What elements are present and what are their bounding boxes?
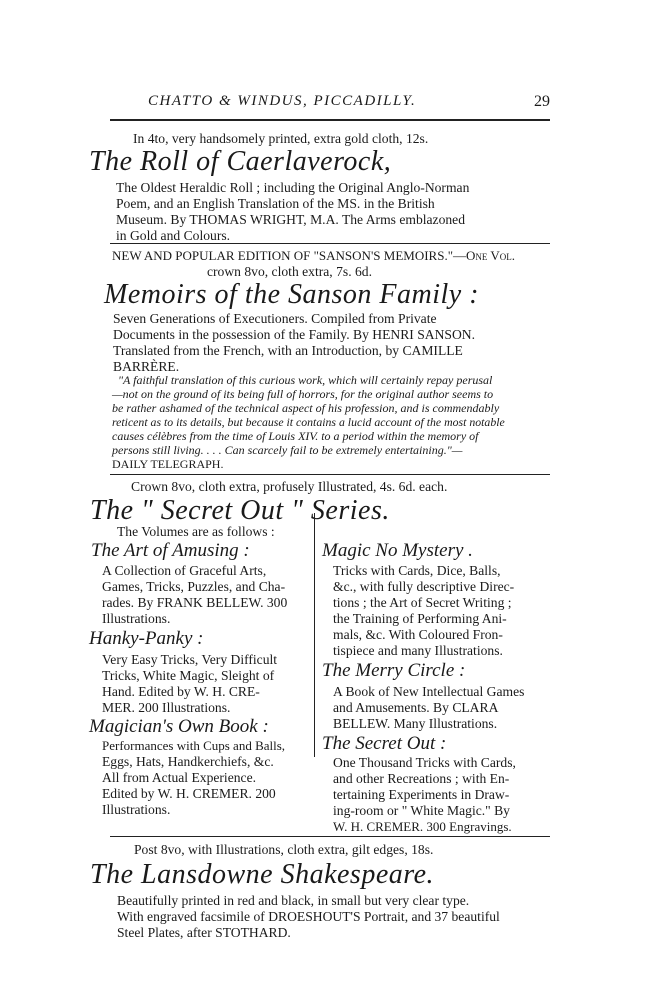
book-description-line: BELLEW. Many Illustrations. [333, 716, 498, 731]
book-description-line: Illustrations. [102, 611, 171, 626]
book-description-line: tispiece and many Illustrations. [333, 643, 503, 658]
page-number: 29 [534, 93, 550, 110]
secret-out-intro: The Volumes are as follows : [117, 524, 275, 539]
sanson-quote-line: be rather ashamed of the technical aspect of his profession, and is commendably [112, 401, 500, 415]
book-title-art-of-amusing: The Art of Amusing : [91, 540, 250, 561]
header-rule [110, 119, 550, 121]
sanson-quote-line: reticent as to its details, but because it contains a lucid account of the most notable [112, 415, 505, 429]
column-divider [314, 513, 315, 757]
book-description-line: Edited by W. H. CREMER. 200 [102, 786, 276, 801]
lansdowne-line: With engraved facsimile of DROESHOUT'S Portrait, and 37 beautiful [117, 909, 500, 924]
book-title-merry-circle: The Merry Circle : [322, 660, 466, 681]
lansdowne-line: Beautifully printed in red and black, in small but very clear type. [117, 893, 470, 908]
book-title-magicians-own-book: Magician's Own Book : [89, 716, 269, 737]
book-description-line: Illustrations. [102, 802, 171, 817]
caerlaverock-format-line: In 4to, very handsomely printed, extra gold cloth, 12s. [133, 131, 429, 146]
book-description-line: A Collection of Graceful Arts, [102, 563, 267, 578]
book-description-line: Games, Tricks, Puzzles, and Cha- [102, 579, 286, 594]
sanson-quote-line: "A faithful translation of this curious work, which will certainly repay perusal [118, 373, 493, 387]
book-description-line: and other Recreations ; with En- [333, 771, 510, 786]
book-title-hanky-panky: Hanky-Panky : [89, 628, 204, 649]
section-rule [110, 836, 550, 837]
caerlaverock-line: The Oldest Heraldic Roll ; including the Original Anglo-Norman [116, 180, 470, 195]
lansdowne-line: Steel Plates, after STOTHARD. [117, 925, 291, 940]
running-header [110, 93, 550, 115]
sanson-quote-line: causes célèbres from the time of Louis XIV. to a period within the memory of [112, 429, 479, 443]
book-description-line: Tricks with Cards, Dice, Balls, [333, 563, 501, 578]
book-description-line: Tricks, White Magic, Sleight of [102, 668, 275, 683]
caerlaverock-title: The Roll of Caerlaverock, [89, 146, 392, 177]
book-description-line: Eggs, Hats, Handkerchiefs, &c. [102, 754, 274, 769]
secret-out-series-title: The " Secret Out " Series. [90, 495, 390, 526]
book-description-line: &c., with fully descriptive Direc- [333, 579, 515, 594]
section-rule [110, 243, 550, 244]
book-description-line: the Training of Performing Ani- [333, 611, 507, 626]
book-description-line: W. H. CREMER. 300 Engravings. [333, 819, 512, 834]
book-description-line: mals, &c. With Coloured Fron- [333, 627, 503, 642]
sanson-edition-line: crown 8vo, cloth extra, 7s. 6d. [207, 264, 372, 279]
book-description-line: and Amusements. By CLARA [333, 700, 499, 715]
sanson-line: Translated from the French, with an Introduction, by CAMILLE [113, 343, 463, 358]
caerlaverock-line: Museum. By THOMAS WRIGHT, M.A. The Arms emblazoned [116, 212, 466, 227]
book-description-line: Very Easy Tricks, Very Difficult [102, 652, 278, 667]
section-rule [110, 474, 550, 475]
book-description-line: Hand. Edited by W. H. CRE- [102, 684, 260, 699]
caerlaverock-line: in Gold and Colours. [116, 228, 231, 243]
book-description-line: rades. By FRANK BELLEW. 300 [102, 595, 288, 610]
sanson-line: Documents in the possession of the Family. By HENRI SANSON. [113, 327, 475, 342]
book-description-line: ing-room or " White Magic." By [333, 803, 510, 818]
book-description-line: tions ; the Art of Secret Writing ; [333, 595, 512, 610]
sanson-line: Seven Generations of Executioners. Compiled from Private [113, 311, 437, 326]
book-description-line: MER. 200 Illustrations. [102, 700, 231, 715]
book-description-line: All from Actual Experience. [102, 770, 257, 785]
lansdowne-title: The Lansdowne Shakespeare. [90, 859, 435, 890]
book-title-secret-out: The Secret Out : [322, 733, 447, 754]
book-title-magic-no-mystery: Magic No Mystery . [322, 540, 473, 561]
sanson-quote-line: persons still living. . . . Can scarcely fail to be extremely entertaining."— [112, 443, 463, 457]
secret-out-format-line: Crown 8vo, cloth extra, profusely Illustrated, 4s. 6d. each. [131, 479, 448, 494]
book-description-line: tertaining Experiments in Draw- [333, 787, 510, 802]
sanson-quote-line: —not on the ground of its being full of horrors, for the original author seems to [112, 387, 494, 401]
running-title: CHATTO & WINDUS, PICCADILLY. [148, 93, 417, 109]
book-description-line: A Book of New Intellectual Games [333, 684, 525, 699]
sanson-line: BARRÈRE. [113, 359, 180, 374]
book-description-line: Performances with Cups and Balls, [102, 738, 286, 753]
sanson-edition-line: NEW AND POPULAR EDITION OF "SANSON'S MEMOIRS."—One Vol. [112, 248, 516, 263]
sanson-quote-source: DAILY TELEGRAPH. [112, 457, 224, 471]
book-description-line: One Thousand Tricks with Cards, [333, 755, 516, 770]
lansdowne-format-line: Post 8vo, with Illustrations, cloth extra, gilt edges, 18s. [134, 842, 434, 857]
sanson-title: Memoirs of the Sanson Family : [104, 279, 480, 310]
caerlaverock-line: Poem, and an English Translation of the MS. in the British [116, 196, 435, 211]
